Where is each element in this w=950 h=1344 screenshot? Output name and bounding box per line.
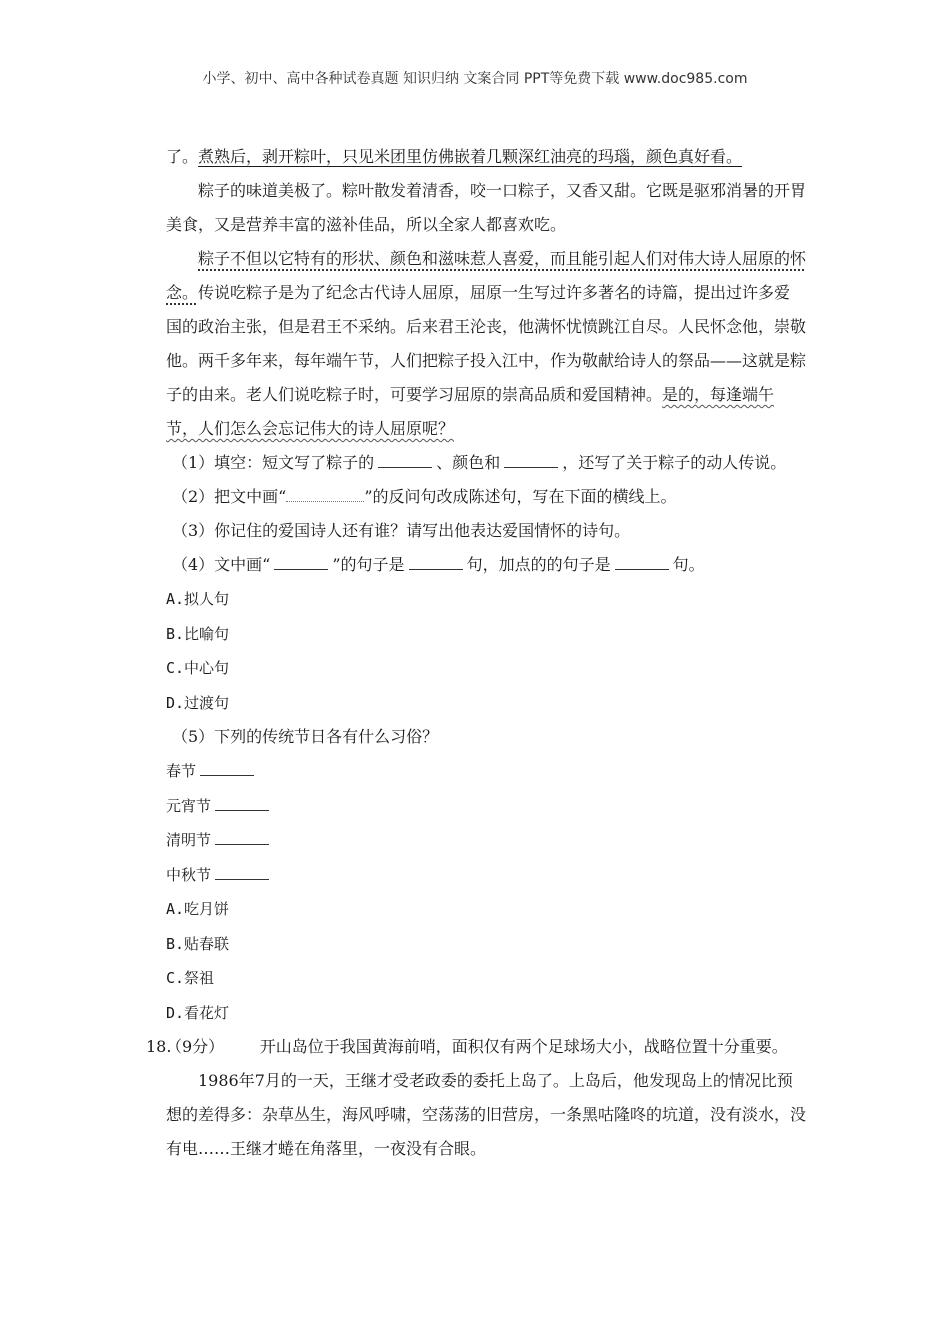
festival-row xyxy=(166,823,806,858)
question-2 xyxy=(166,480,806,514)
q4-blank-2[interactable] xyxy=(615,555,669,570)
q18-para-1: 开山岛位于我国黄海前哨，面积仅有两个足球场大小，战略位置十分重要。 xyxy=(259,1037,788,1056)
festival-blank[interactable] xyxy=(215,796,269,811)
q1-text-b: 、颜色和 xyxy=(436,453,501,472)
q4-text-d: 句。 xyxy=(672,555,705,574)
underlined-sentence: 煮熟后，剥开粽叶，只见米团里仿佛嵌着几颗深红油亮的玛瑙，颜色真好看。 xyxy=(198,147,743,166)
document-body xyxy=(146,140,807,1166)
dotted-sentence: 粽子不但以它特有的形状、颜色和滋味惹人喜爱，而且能引起人们对伟大诗人屈原的怀念。 xyxy=(166,249,807,302)
festival-row xyxy=(166,858,806,893)
question-5: （5）下列的传统节日各有什么习俗？ xyxy=(172,727,439,746)
passage-para-2: 粽子的味道美极了。粽叶散发着清香，咬一口粽子，又香又甜。它既是驱邪消暑的开胃美食，又是营养丰富的滋补佳品，所以全家人都喜欢吃。 xyxy=(166,181,807,234)
festival-label: 清明节 xyxy=(166,831,212,849)
question-18 xyxy=(146,1030,806,1064)
underline-mark xyxy=(274,555,328,570)
passage-para-3 xyxy=(166,242,806,446)
q5-option-c[interactable]: C.祭祖 xyxy=(166,969,215,987)
q18-para-2: 1986年7月的一天，王继才受老政委的委托上岛了。上岛后，他发现岛上的情况比预想的差得多：杂草丛生，海风呼啸，空荡荡的旧营房，一条黑咕隆咚的坑道，没有淡水，没有电……王继才蜷在角落里，一夜没有合眼。 xyxy=(166,1071,807,1158)
festival-label: 中秋节 xyxy=(166,865,212,884)
wavy-line-mark xyxy=(286,489,364,502)
festival-row xyxy=(166,789,806,824)
q1-text-c: ，还写了关于粽子的动人传说。 xyxy=(562,453,787,472)
passage-line-1 xyxy=(166,140,806,174)
question-number: 18. xyxy=(146,1037,172,1056)
q2-text-a: （2）把文中画“ xyxy=(172,487,287,506)
festival-blank[interactable] xyxy=(200,761,254,776)
q5-option-d[interactable]: D.看花灯 xyxy=(166,1003,230,1022)
q4-option-c[interactable]: C.中心句 xyxy=(166,659,230,677)
q5-option-b[interactable]: B.贴春联 xyxy=(166,934,230,953)
passage-line1-prefix: 了。 xyxy=(166,147,199,166)
festival-label: 春节 xyxy=(166,762,197,780)
q1-blank-1[interactable] xyxy=(378,453,432,468)
question-3: （3）你记住的爱国诗人还有谁？请写出他表达爱国情怀的诗句。 xyxy=(172,521,631,540)
wavy-sentence: 是的，每逢端午节，人们怎么会忘记伟大的诗人屈原呢？ xyxy=(166,385,775,438)
q4-blank-1[interactable] xyxy=(409,555,463,570)
question-1 xyxy=(166,446,806,480)
q4-option-d[interactable]: D.过渡句 xyxy=(166,693,230,712)
question-score: （9分） xyxy=(166,1037,225,1056)
question-4 xyxy=(166,548,806,582)
q2-text-b: ”的反问句改成陈述句，写在下面的横线上。 xyxy=(364,487,677,506)
festival-blank[interactable] xyxy=(215,865,269,880)
page-header: 小学、初中、高中各种试卷真题 知识归纳 文案合同 PPT等免费下载 www.doc985.com xyxy=(202,71,748,87)
q4-text-a: （4）文中画“ xyxy=(172,555,271,574)
festival-blank[interactable] xyxy=(215,830,269,845)
festival-row xyxy=(166,754,806,789)
q1-blank-2[interactable] xyxy=(504,453,558,468)
q4-option-a[interactable]: A.拟人句 xyxy=(166,590,230,608)
festival-label: 元宵节 xyxy=(166,796,212,815)
q4-text-b: ”的句子是 xyxy=(332,555,405,574)
q4-text-c: 句，加点的的句子是 xyxy=(466,555,611,574)
q4-option-b[interactable]: B.比喻句 xyxy=(166,624,230,643)
q5-option-a[interactable]: A.吃月饼 xyxy=(166,900,230,918)
q1-text-a: （1）填空：短文写了粽子的 xyxy=(172,453,375,472)
passage-para3-rest: 传说吃粽子是为了纪念古代诗人屈原，屈原一生写过许多著名的诗篇，提出过许多爱国的政治主张，但是君王不采纳。后来君王沦丧，他满怀忧愤跳江自尽。人民怀念他，崇敬他。两千多年来，每年端午节，人们把粽子投入江中，作为敬献给诗人的祭品——这就是粽子的由来。老人们说吃粽子时，可要学习屈原的崇高品质和爱国精神。 xyxy=(166,283,807,404)
